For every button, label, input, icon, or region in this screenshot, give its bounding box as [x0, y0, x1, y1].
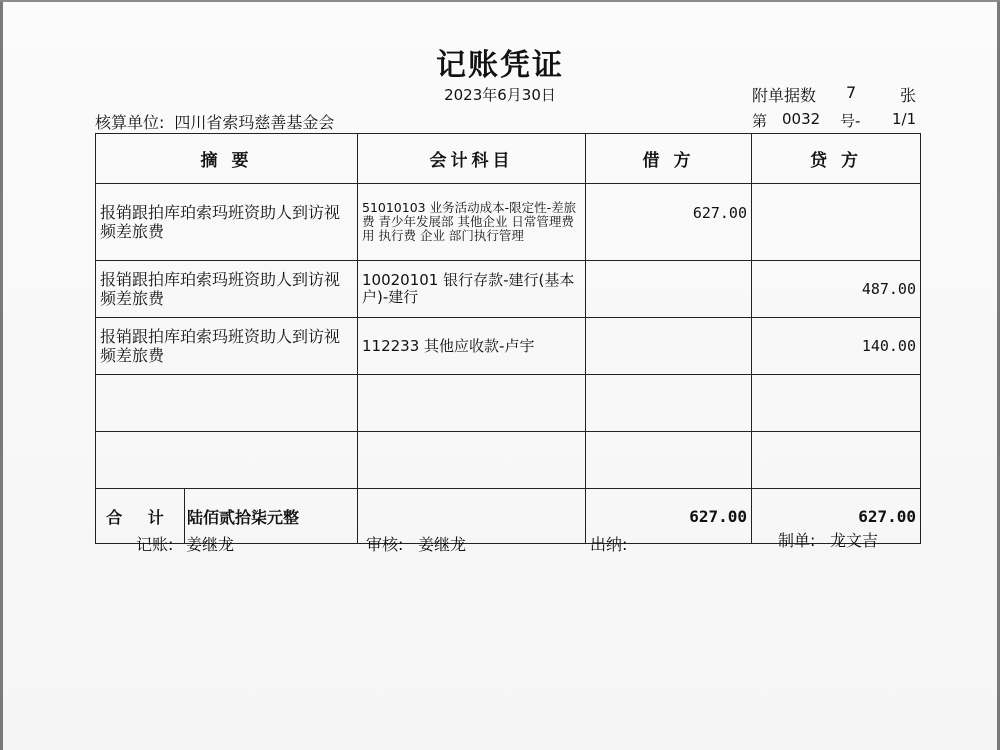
row-credit: 487.00	[752, 261, 921, 318]
row-summary	[96, 375, 358, 432]
total-label: 合 计	[96, 489, 185, 543]
row-summary: 报销跟拍库珀索玛班资助人到访视频差旅费	[96, 318, 358, 375]
table-row-empty	[96, 432, 921, 489]
bookkeeper-label: 记账:	[136, 535, 174, 554]
header-account: 会计科目	[358, 134, 586, 184]
accounting-unit-label: 核算单位:	[95, 113, 165, 132]
total-credit: 627.00	[752, 489, 921, 544]
row-summary: 报销跟拍库珀索玛班资助人到访视频差旅费	[96, 184, 358, 261]
table-header-row	[96, 134, 921, 184]
reviewer-label: 审核:	[366, 535, 404, 554]
paper-edge-top	[0, 0, 1000, 2]
voucher-table	[95, 133, 921, 544]
cashier-label: 出纳:	[590, 535, 628, 554]
table-row	[96, 184, 921, 261]
table-row-empty	[96, 375, 921, 432]
row-credit	[752, 432, 921, 489]
accounting-unit-value: 四川省索玛慈善基金会	[174, 113, 335, 132]
voucher-number-value: 0032	[782, 110, 821, 128]
row-summary: 报销跟拍库珀索玛班资助人到访视频差旅费	[96, 261, 358, 318]
row-account	[358, 375, 586, 432]
header-credit: 贷 方	[752, 134, 921, 184]
voucher-page: 1/1	[892, 110, 917, 128]
row-account: 10020101 银行存款-建行(基本户)-建行	[358, 261, 586, 318]
voucher-title: 记账凭证	[436, 48, 564, 83]
attachment-count-value: 7	[846, 83, 857, 102]
header-summary: 摘 要	[96, 134, 358, 184]
row-debit	[586, 432, 752, 489]
voucher-date: 2023年6月30日	[444, 86, 556, 104]
row-credit: 140.00	[752, 318, 921, 375]
voucher-number-suffix: 号-	[840, 112, 861, 130]
bookkeeper-name: 姜继龙	[186, 535, 235, 554]
row-debit	[586, 318, 752, 375]
table-row	[96, 261, 921, 318]
paper-edge-left	[0, 0, 3, 750]
row-debit: 627.00	[586, 184, 752, 261]
row-credit	[752, 184, 921, 261]
voucher-number-prefix: 第	[752, 112, 768, 130]
row-account: 112233 其他应收款-卢宇	[358, 318, 586, 375]
reviewer-name: 姜继龙	[418, 535, 467, 554]
attachment-label: 附单据数	[752, 86, 817, 105]
row-account: 51010103 业务活动成本-限定性-差旅费 青少年发展部 其他企业 日常管理费用 执行费 企业 部门执行管理	[358, 184, 586, 261]
accounting-unit	[95, 110, 334, 133]
row-debit	[586, 261, 752, 318]
row-debit	[586, 375, 752, 432]
row-credit	[752, 375, 921, 432]
header-debit: 借 方	[586, 134, 752, 184]
row-summary	[96, 432, 358, 489]
preparer-name: 龙文吉	[830, 531, 879, 550]
preparer-label: 制单:	[778, 531, 816, 550]
total-debit: 627.00	[586, 489, 752, 544]
total-amount-words: 陆佰贰拾柒元整	[187, 507, 300, 527]
row-account	[358, 432, 586, 489]
attachment-count	[752, 83, 917, 106]
attachment-unit: 张	[900, 86, 917, 105]
table-row	[96, 318, 921, 375]
